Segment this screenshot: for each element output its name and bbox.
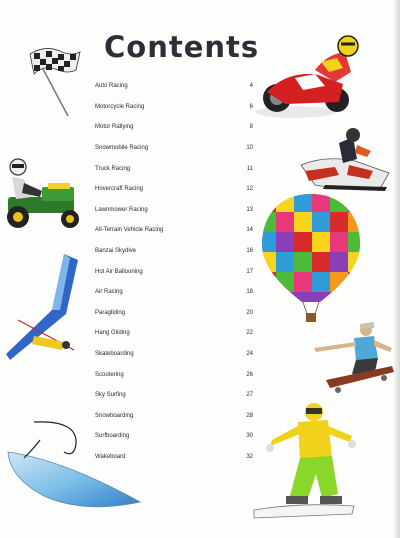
toc-entry-page-number: 4 xyxy=(249,83,253,90)
toc-entry-page-number: 32 xyxy=(246,453,253,460)
toc-entry-title: Air Racing xyxy=(95,289,123,296)
toc-entry-page-number: 22 xyxy=(246,330,253,337)
toc-entry-page-number: 30 xyxy=(246,433,253,440)
page-title: Contents xyxy=(104,30,260,64)
motorcycle-racer-icon xyxy=(255,32,365,122)
toc-entry xyxy=(95,97,253,118)
toc-entry-page-number: 8 xyxy=(249,124,253,131)
toc-entry-title: Skateboarding xyxy=(95,351,134,358)
checkered-flag-icon xyxy=(24,44,84,119)
toc-entry-page-number: 26 xyxy=(246,371,253,378)
toc-entry-title: Banzai Skydive xyxy=(95,248,137,255)
toc-entry xyxy=(95,241,253,262)
page-edge-shadow xyxy=(394,0,400,538)
toc-entry xyxy=(95,76,253,97)
snowboarder-icon xyxy=(242,398,364,526)
toc-entry-title: Paragliding xyxy=(95,309,126,316)
toc-entry-page-number: 28 xyxy=(246,412,253,419)
toc-entry-page-number: 16 xyxy=(246,248,253,255)
toc-entry-page-number: 17 xyxy=(246,268,253,275)
toc-entry-page-number: 27 xyxy=(246,392,253,399)
toc-entry-title: Auto Racing xyxy=(95,83,128,90)
toc-entry-page-number: 14 xyxy=(246,227,253,234)
toc-entry xyxy=(95,117,253,138)
toc-entry-title: Truck Racing xyxy=(95,165,131,172)
toc-entry-title: Hovercraft Racing xyxy=(95,186,144,193)
toc-entry xyxy=(95,344,253,365)
toc-entry xyxy=(95,385,253,406)
hang-glider-icon xyxy=(4,250,90,370)
hot-air-balloon-icon xyxy=(258,192,364,328)
toc-entry xyxy=(95,179,253,200)
toc-entry-page-number: 18 xyxy=(246,289,253,296)
toc-entry-page-number: 6 xyxy=(249,103,253,110)
toc-entry-title: Hang Gliding xyxy=(95,330,130,337)
lawnmower-racer-icon xyxy=(2,155,88,235)
toc-entry xyxy=(95,364,253,385)
toc-entry xyxy=(95,261,253,282)
toc-entry-title: Surfboarding xyxy=(95,433,130,440)
toc-entry-title: Snowboarding xyxy=(95,412,134,419)
toc-entry-title: Scootering xyxy=(95,371,124,378)
toc-entry xyxy=(95,200,253,221)
toc-entry xyxy=(95,282,253,303)
toc-entry-page-number: 13 xyxy=(246,206,253,213)
skateboarder-icon xyxy=(312,318,396,398)
table-of-contents xyxy=(95,76,253,467)
toc-entry-title: Hot Air Ballooning xyxy=(95,268,143,275)
toc-entry-page-number: 12 xyxy=(246,186,253,193)
toc-entry-title: Motor Rallying xyxy=(95,124,134,131)
toc-entry xyxy=(95,220,253,241)
toc-entry-page-number: 11 xyxy=(246,165,253,172)
snowmobile-icon xyxy=(295,125,395,197)
toc-entry-page-number: 10 xyxy=(246,145,253,152)
toc-entry xyxy=(95,323,253,344)
toc-entry-title: Motorcycle Racing xyxy=(95,103,145,110)
toc-entry-page-number: 24 xyxy=(246,351,253,358)
toc-entry xyxy=(95,138,253,159)
toc-entry xyxy=(95,158,253,179)
toc-entry-title: All-Terrain Vehicle Racing xyxy=(95,227,164,234)
toc-entry-title: Snowmobile Racing xyxy=(95,145,149,152)
toc-entry-title: Sky Surfing xyxy=(95,392,126,399)
toc-entry-title: Lawnmower Racing xyxy=(95,206,148,213)
toc-entry xyxy=(95,303,253,324)
toc-entry-title: Wakeboard xyxy=(95,453,126,460)
surfboard-icon xyxy=(4,418,144,514)
toc-entry-page-number: 20 xyxy=(246,309,253,316)
